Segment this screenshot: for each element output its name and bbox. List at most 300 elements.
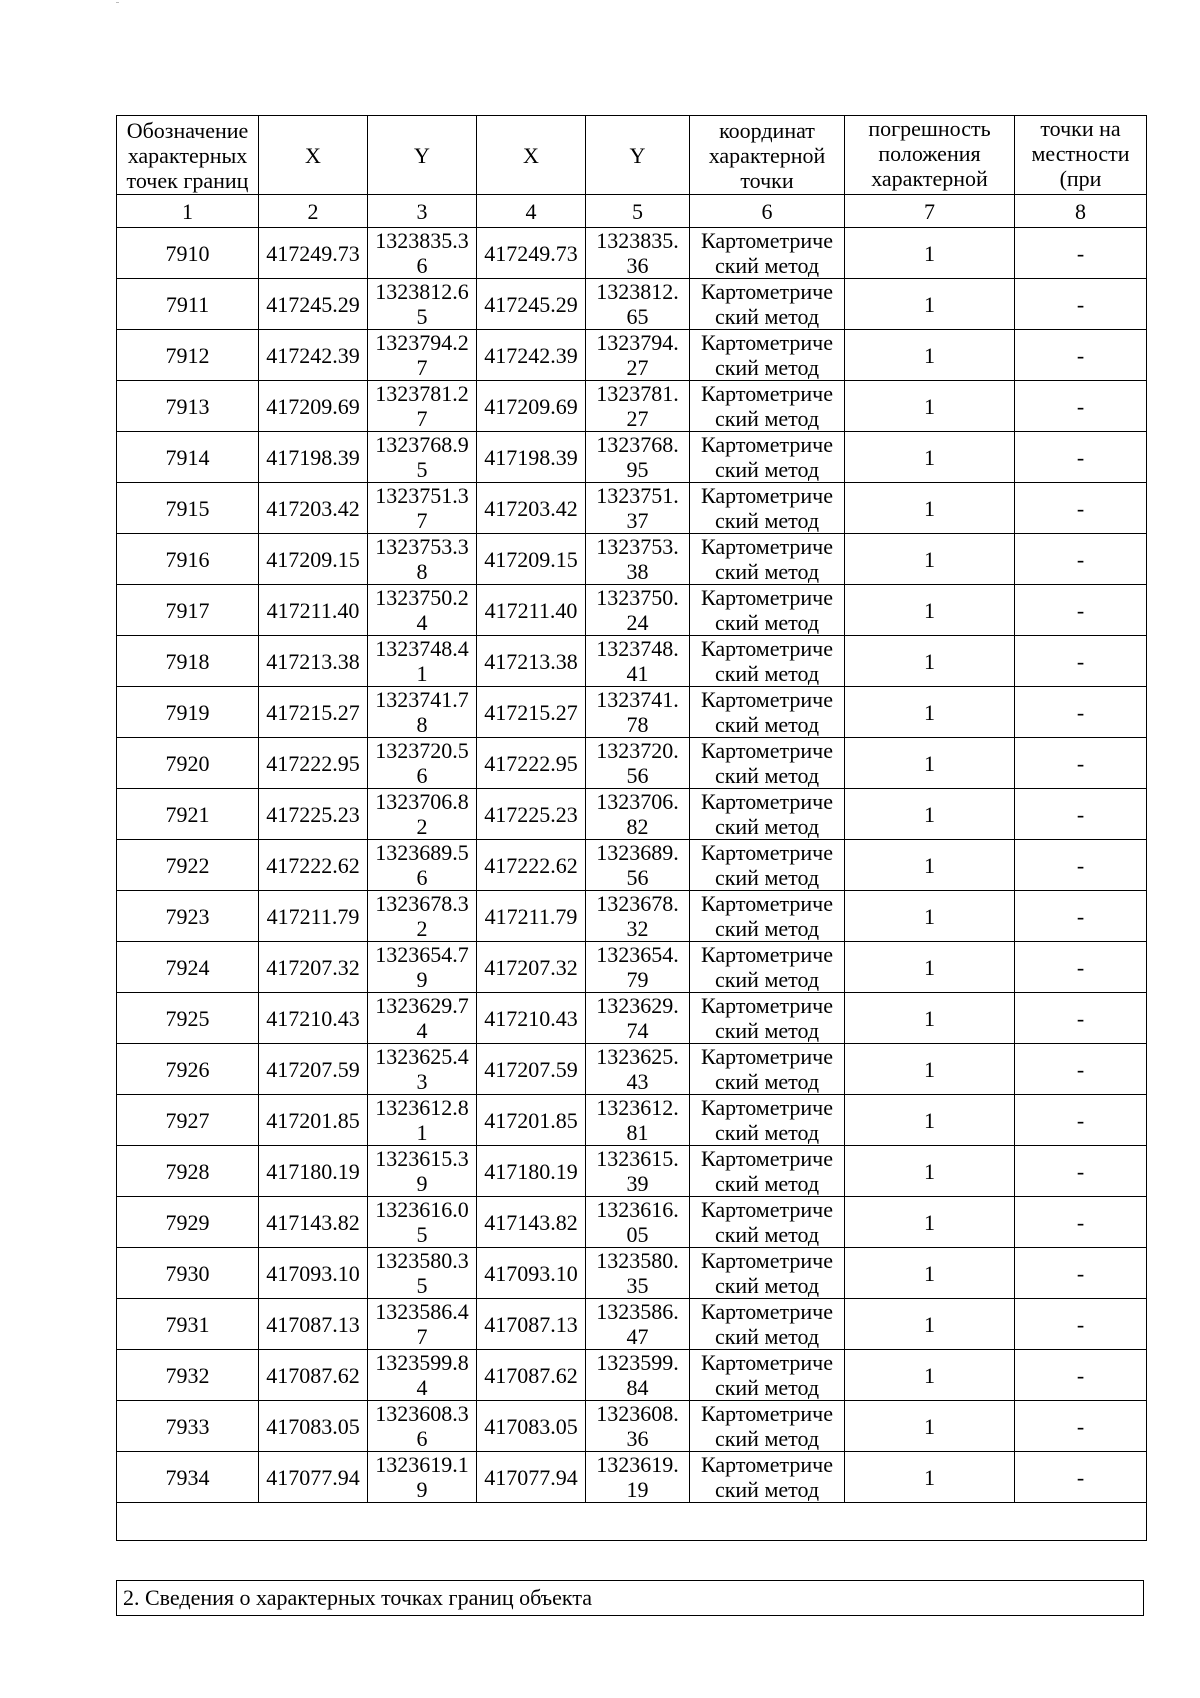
- cell-line: 7: [416, 406, 428, 430]
- table-row: [117, 1350, 1147, 1401]
- x-new-cell: 417222.95: [477, 738, 586, 789]
- cell-line: Картометриче: [701, 789, 833, 814]
- point-number-cell: 7927: [117, 1095, 259, 1146]
- description-cell: -: [1015, 228, 1147, 279]
- header-y-existing: Y: [368, 116, 477, 195]
- y-existing-cell: [368, 840, 477, 891]
- cell-line: 1323615.3: [375, 1146, 469, 1171]
- cell-line: Картометриче: [701, 1197, 833, 1222]
- accuracy-cell: 1: [845, 381, 1015, 432]
- x-new-cell: 417180.19: [477, 1146, 586, 1197]
- y-new-cell: [586, 1350, 690, 1401]
- x-new-cell: 417210.43: [477, 993, 586, 1044]
- header-line: точек границ: [126, 167, 249, 193]
- point-number-cell: 7917: [117, 585, 259, 636]
- cell-line: Картометриче: [701, 1452, 833, 1477]
- cell-line: 1323580.3: [375, 1248, 469, 1273]
- method-cell: [690, 483, 845, 534]
- table-row: [117, 432, 1147, 483]
- description-cell: -: [1015, 381, 1147, 432]
- cell-line: Картометриче: [701, 636, 833, 661]
- y-new-cell: [586, 738, 690, 789]
- cell-line: 43: [626, 1069, 649, 1093]
- x-existing-cell: 417087.13: [259, 1299, 368, 1350]
- column-number: 5: [586, 195, 690, 228]
- x-existing-cell: 417215.27: [259, 687, 368, 738]
- cell-line: 1323654.: [596, 942, 679, 967]
- coordinates-table: [116, 115, 1147, 1541]
- x-new-cell: 417215.27: [477, 687, 586, 738]
- x-existing-cell: 417077.94: [259, 1452, 368, 1503]
- method-cell: [690, 1401, 845, 1452]
- description-cell: -: [1015, 840, 1147, 891]
- x-existing-cell: 417083.05: [259, 1401, 368, 1452]
- cell-line: 82: [626, 814, 649, 838]
- cell-line: 1323750.2: [375, 585, 469, 610]
- cell-line: 1323586.4: [375, 1299, 469, 1324]
- table-row: [117, 1401, 1147, 1452]
- x-new-cell: 417093.10: [477, 1248, 586, 1299]
- method-cell: [690, 840, 845, 891]
- cell-line: 1323750.: [596, 585, 679, 610]
- x-new-cell: 417222.62: [477, 840, 586, 891]
- description-cell: -: [1015, 891, 1147, 942]
- cell-line: ский метод: [714, 1375, 820, 1399]
- cell-line: Картометриче: [701, 483, 833, 508]
- header-y-new: Y: [586, 116, 690, 195]
- cell-line: 1323689.: [596, 840, 679, 865]
- x-new-cell: 417087.62: [477, 1350, 586, 1401]
- point-number-cell: 7919: [117, 687, 259, 738]
- column-number: 2: [259, 195, 368, 228]
- y-existing-cell: [368, 228, 477, 279]
- header-line: положения: [878, 141, 981, 166]
- y-new-cell: [586, 1197, 690, 1248]
- cell-line: 2: [416, 814, 428, 838]
- column-number: 1: [117, 195, 259, 228]
- method-cell: [690, 279, 845, 330]
- accuracy-cell: 1: [845, 534, 1015, 585]
- description-cell: -: [1015, 585, 1147, 636]
- accuracy-cell: 1: [845, 1350, 1015, 1401]
- cell-line: 1323625.: [596, 1044, 679, 1069]
- cell-line: 1323619.: [596, 1452, 679, 1477]
- cell-line: ский метод: [714, 967, 820, 991]
- accuracy-cell: 1: [845, 636, 1015, 687]
- cell-line: 1323768.9: [375, 432, 469, 457]
- description-cell: -: [1015, 1095, 1147, 1146]
- cell-line: 37: [626, 508, 649, 532]
- x-existing-cell: 417209.15: [259, 534, 368, 585]
- table-empty-row: [117, 1503, 1147, 1541]
- description-cell: -: [1015, 687, 1147, 738]
- y-existing-cell: [368, 789, 477, 840]
- x-existing-cell: 417222.62: [259, 840, 368, 891]
- cell-line: 19: [626, 1477, 649, 1501]
- cell-line: ский метод: [714, 1120, 820, 1144]
- table-row: [117, 1095, 1147, 1146]
- x-existing-cell: 417207.32: [259, 942, 368, 993]
- x-existing-cell: 417143.82: [259, 1197, 368, 1248]
- accuracy-cell: 1: [845, 279, 1015, 330]
- cell-line: 1323599.8: [375, 1350, 469, 1375]
- x-existing-cell: 417209.69: [259, 381, 368, 432]
- x-new-cell: 417077.94: [477, 1452, 586, 1503]
- header-point-designation: [117, 116, 259, 195]
- x-existing-cell: 417180.19: [259, 1146, 368, 1197]
- cell-line: 81: [626, 1120, 649, 1144]
- y-existing-cell: [368, 483, 477, 534]
- cell-line: 1323741.: [596, 687, 679, 712]
- accuracy-cell: 1: [845, 330, 1015, 381]
- accuracy-cell: 1: [845, 840, 1015, 891]
- description-cell: -: [1015, 1350, 1147, 1401]
- point-number-cell: 7913: [117, 381, 259, 432]
- y-new-cell: [586, 534, 690, 585]
- x-existing-cell: 417203.42: [259, 483, 368, 534]
- cell-line: ский метод: [714, 457, 820, 481]
- table-row: [117, 993, 1147, 1044]
- point-number-cell: 7923: [117, 891, 259, 942]
- method-cell: [690, 1299, 845, 1350]
- column-number: 7: [845, 195, 1015, 228]
- method-cell: [690, 993, 845, 1044]
- point-number-cell: 7932: [117, 1350, 259, 1401]
- table-row: [117, 381, 1147, 432]
- cell-line: ский метод: [714, 304, 820, 328]
- cell-line: 47: [626, 1324, 649, 1348]
- description-cell: -: [1015, 1146, 1147, 1197]
- accuracy-cell: 1: [845, 993, 1015, 1044]
- accuracy-cell: 1: [845, 432, 1015, 483]
- method-cell: [690, 1146, 845, 1197]
- cell-line: 84: [626, 1375, 649, 1399]
- description-cell: -: [1015, 279, 1147, 330]
- cell-line: ский метод: [714, 559, 820, 583]
- header-line: местности: [1031, 141, 1130, 166]
- cell-line: 1323580.: [596, 1248, 679, 1273]
- cell-line: 32: [626, 916, 649, 940]
- method-cell: [690, 1197, 845, 1248]
- cell-line: 95: [626, 457, 649, 481]
- table-header-row: [117, 116, 1147, 195]
- x-new-cell: 417249.73: [477, 228, 586, 279]
- header-line: погрешность: [868, 116, 991, 141]
- cell-line: 1: [416, 1120, 428, 1144]
- cell-line: 8: [416, 712, 428, 736]
- x-new-cell: 417225.23: [477, 789, 586, 840]
- cell-line: Картометриче: [701, 1095, 833, 1120]
- accuracy-cell: 1: [845, 1248, 1015, 1299]
- cell-line: 1: [416, 661, 428, 685]
- header-method: [690, 116, 845, 195]
- x-existing-cell: 417249.73: [259, 228, 368, 279]
- y-existing-cell: [368, 585, 477, 636]
- x-new-cell: 417207.32: [477, 942, 586, 993]
- cell-line: ский метод: [714, 763, 820, 787]
- cell-line: 79: [626, 967, 649, 991]
- y-existing-cell: [368, 738, 477, 789]
- cell-line: 1323616.: [596, 1197, 679, 1222]
- cell-line: 1323706.: [596, 789, 679, 814]
- cell-line: Картометриче: [701, 1044, 833, 1069]
- x-new-cell: 417201.85: [477, 1095, 586, 1146]
- accuracy-cell: 1: [845, 483, 1015, 534]
- cell-line: 1323619.1: [375, 1452, 469, 1477]
- cell-line: 7: [416, 508, 428, 532]
- cell-line: 1323625.4: [375, 1044, 469, 1069]
- column-number: 8: [1015, 195, 1147, 228]
- cell-line: Картометриче: [701, 1350, 833, 1375]
- accuracy-cell: 1: [845, 1452, 1015, 1503]
- cell-line: 7: [416, 355, 428, 379]
- y-new-cell: [586, 585, 690, 636]
- cell-line: ский метод: [714, 712, 820, 736]
- method-cell: [690, 330, 845, 381]
- cell-line: Картометриче: [701, 993, 833, 1018]
- table-row: [117, 585, 1147, 636]
- cell-line: 5: [416, 304, 428, 328]
- cell-line: 1323748.: [596, 636, 679, 661]
- cell-line: 7: [416, 1324, 428, 1348]
- table-row: [117, 1299, 1147, 1350]
- cell-line: 1323794.: [596, 330, 679, 355]
- method-cell: [690, 1248, 845, 1299]
- cell-line: Картометриче: [701, 228, 833, 253]
- point-number-cell: 7916: [117, 534, 259, 585]
- y-new-cell: [586, 942, 690, 993]
- cell-line: Картометриче: [701, 330, 833, 355]
- x-existing-cell: 417087.62: [259, 1350, 368, 1401]
- cell-line: 1323608.: [596, 1401, 679, 1426]
- table-row: [117, 636, 1147, 687]
- header-line: точки: [740, 167, 794, 193]
- cell-line: Картометриче: [701, 942, 833, 967]
- cell-line: 38: [626, 559, 649, 583]
- x-new-cell: 417213.38: [477, 636, 586, 687]
- accuracy-cell: 1: [845, 1299, 1015, 1350]
- y-existing-cell: [368, 993, 477, 1044]
- x-new-cell: 417245.29: [477, 279, 586, 330]
- y-existing-cell: [368, 1299, 477, 1350]
- table-row: [117, 1452, 1147, 1503]
- method-cell: [690, 1452, 845, 1503]
- description-cell: -: [1015, 1401, 1147, 1452]
- y-new-cell: [586, 1299, 690, 1350]
- cell-line: 1323678.3: [375, 891, 469, 916]
- x-existing-cell: 417201.85: [259, 1095, 368, 1146]
- x-existing-cell: 417242.39: [259, 330, 368, 381]
- cell-line: 1323781.2: [375, 381, 469, 406]
- cell-line: ский метод: [714, 661, 820, 685]
- cell-line: 1323612.: [596, 1095, 679, 1120]
- cell-line: 56: [626, 865, 649, 889]
- empty-cell: [117, 1503, 1147, 1541]
- description-cell: -: [1015, 942, 1147, 993]
- cell-line: 9: [416, 1477, 428, 1501]
- cell-line: 27: [626, 406, 649, 430]
- cell-line: 36: [626, 1426, 649, 1450]
- y-new-cell: [586, 1044, 690, 1095]
- point-number-cell: 7933: [117, 1401, 259, 1452]
- x-existing-cell: 417093.10: [259, 1248, 368, 1299]
- point-number-cell: 7910: [117, 228, 259, 279]
- cell-line: 4: [416, 1375, 428, 1399]
- cell-line: 1323720.5: [375, 738, 469, 763]
- cell-line: Картометриче: [701, 1146, 833, 1171]
- accuracy-cell: 1: [845, 1146, 1015, 1197]
- y-new-cell: [586, 330, 690, 381]
- table-row: [117, 1248, 1147, 1299]
- x-new-cell: 417209.69: [477, 381, 586, 432]
- x-existing-cell: 417225.23: [259, 789, 368, 840]
- point-number-cell: 7930: [117, 1248, 259, 1299]
- cell-line: Картометриче: [701, 381, 833, 406]
- cell-line: Картометриче: [701, 687, 833, 712]
- table-row: [117, 534, 1147, 585]
- cell-line: 36: [626, 253, 649, 277]
- cell-line: 1323612.8: [375, 1095, 469, 1120]
- point-number-cell: 7915: [117, 483, 259, 534]
- header-line: характерной: [708, 142, 826, 168]
- x-existing-cell: 417245.29: [259, 279, 368, 330]
- cell-line: 1323720.: [596, 738, 679, 763]
- cell-line: 56: [626, 763, 649, 787]
- cell-line: 5: [416, 1222, 428, 1246]
- cell-line: 1323751.3: [375, 483, 469, 508]
- cell-line: 4: [416, 610, 428, 634]
- cell-line: 1323768.: [596, 432, 679, 457]
- description-cell: -: [1015, 432, 1147, 483]
- y-existing-cell: [368, 1350, 477, 1401]
- accuracy-cell: 1: [845, 585, 1015, 636]
- y-new-cell: [586, 840, 690, 891]
- cell-line: Картометриче: [701, 279, 833, 304]
- accuracy-cell: 1: [845, 1044, 1015, 1095]
- y-new-cell: [586, 279, 690, 330]
- table-row: [117, 687, 1147, 738]
- description-cell: -: [1015, 738, 1147, 789]
- y-new-cell: [586, 636, 690, 687]
- x-existing-cell: 417207.59: [259, 1044, 368, 1095]
- description-cell: -: [1015, 1299, 1147, 1350]
- accuracy-cell: 1: [845, 789, 1015, 840]
- method-cell: [690, 534, 845, 585]
- header-line: Обозначение: [126, 117, 249, 143]
- cell-line: ский метод: [714, 253, 820, 277]
- cell-line: 1323586.: [596, 1299, 679, 1324]
- x-new-cell: 417087.13: [477, 1299, 586, 1350]
- description-cell: -: [1015, 1197, 1147, 1248]
- table-row: [117, 1197, 1147, 1248]
- method-cell: [690, 789, 845, 840]
- accuracy-cell: 1: [845, 1095, 1015, 1146]
- header-line: характерных: [127, 142, 248, 168]
- cell-line: 1323706.8: [375, 789, 469, 814]
- cell-line: ский метод: [714, 406, 820, 430]
- y-new-cell: [586, 993, 690, 1044]
- cell-line: 1323753.3: [375, 534, 469, 559]
- cell-line: ский метод: [714, 1171, 820, 1195]
- section-2-heading: 2. Сведения о характерных точках границ объекта: [123, 1585, 592, 1610]
- header-accuracy: [845, 116, 1015, 195]
- table-row: [117, 483, 1147, 534]
- accuracy-cell: 1: [845, 687, 1015, 738]
- cell-line: Картометриче: [701, 840, 833, 865]
- y-existing-cell: [368, 636, 477, 687]
- y-existing-cell: [368, 1452, 477, 1503]
- cell-line: 1323748.4: [375, 636, 469, 661]
- cell-line: 5: [416, 457, 428, 481]
- cell-line: 1323629.7: [375, 993, 469, 1018]
- cell-line: 1323615.: [596, 1146, 679, 1171]
- x-new-cell: 417198.39: [477, 432, 586, 483]
- x-new-cell: 417203.42: [477, 483, 586, 534]
- header-x-new: X: [477, 116, 586, 195]
- cell-line: 1323599.: [596, 1350, 679, 1375]
- cell-line: Картометриче: [701, 1299, 833, 1324]
- y-new-cell: [586, 1452, 690, 1503]
- scan-mark: [116, 2, 119, 3]
- cell-line: ский метод: [714, 1273, 820, 1297]
- point-number-cell: 7921: [117, 789, 259, 840]
- y-existing-cell: [368, 1146, 477, 1197]
- cell-line: ский метод: [714, 1426, 820, 1450]
- cell-line: 39: [626, 1171, 649, 1195]
- table-row: [117, 738, 1147, 789]
- header-line: характерной: [871, 166, 988, 191]
- table-row: [117, 789, 1147, 840]
- column-number: 6: [690, 195, 845, 228]
- description-cell: -: [1015, 1452, 1147, 1503]
- column-number: 3: [368, 195, 477, 228]
- cell-line: ский метод: [714, 610, 820, 634]
- description-cell: -: [1015, 1044, 1147, 1095]
- x-existing-cell: 417198.39: [259, 432, 368, 483]
- cell-line: 1323678.: [596, 891, 679, 916]
- cell-line: ский метод: [714, 1018, 820, 1042]
- y-new-cell: [586, 1401, 690, 1452]
- accuracy-cell: 1: [845, 942, 1015, 993]
- method-cell: [690, 1044, 845, 1095]
- cell-line: 1323794.2: [375, 330, 469, 355]
- table-row: [117, 1044, 1147, 1095]
- method-cell: [690, 1350, 845, 1401]
- column-numbers-row: [117, 195, 1147, 228]
- method-cell: [690, 891, 845, 942]
- header-line: (при: [1059, 166, 1102, 191]
- y-existing-cell: [368, 432, 477, 483]
- x-new-cell: 417083.05: [477, 1401, 586, 1452]
- point-number-cell: 7918: [117, 636, 259, 687]
- cell-line: 1323835.3: [375, 228, 469, 253]
- cell-line: Картометриче: [701, 534, 833, 559]
- point-number-cell: 7924: [117, 942, 259, 993]
- cell-line: 1323629.: [596, 993, 679, 1018]
- cell-line: 24: [626, 610, 649, 634]
- y-existing-cell: [368, 381, 477, 432]
- y-existing-cell: [368, 534, 477, 585]
- cell-line: 3: [416, 1069, 428, 1093]
- point-number-cell: 7929: [117, 1197, 259, 1248]
- point-number-cell: 7926: [117, 1044, 259, 1095]
- y-new-cell: [586, 432, 690, 483]
- x-existing-cell: 417213.38: [259, 636, 368, 687]
- y-existing-cell: [368, 1401, 477, 1452]
- cell-line: Картометриче: [701, 432, 833, 457]
- cell-line: ский метод: [714, 1222, 820, 1246]
- table-row: [117, 279, 1147, 330]
